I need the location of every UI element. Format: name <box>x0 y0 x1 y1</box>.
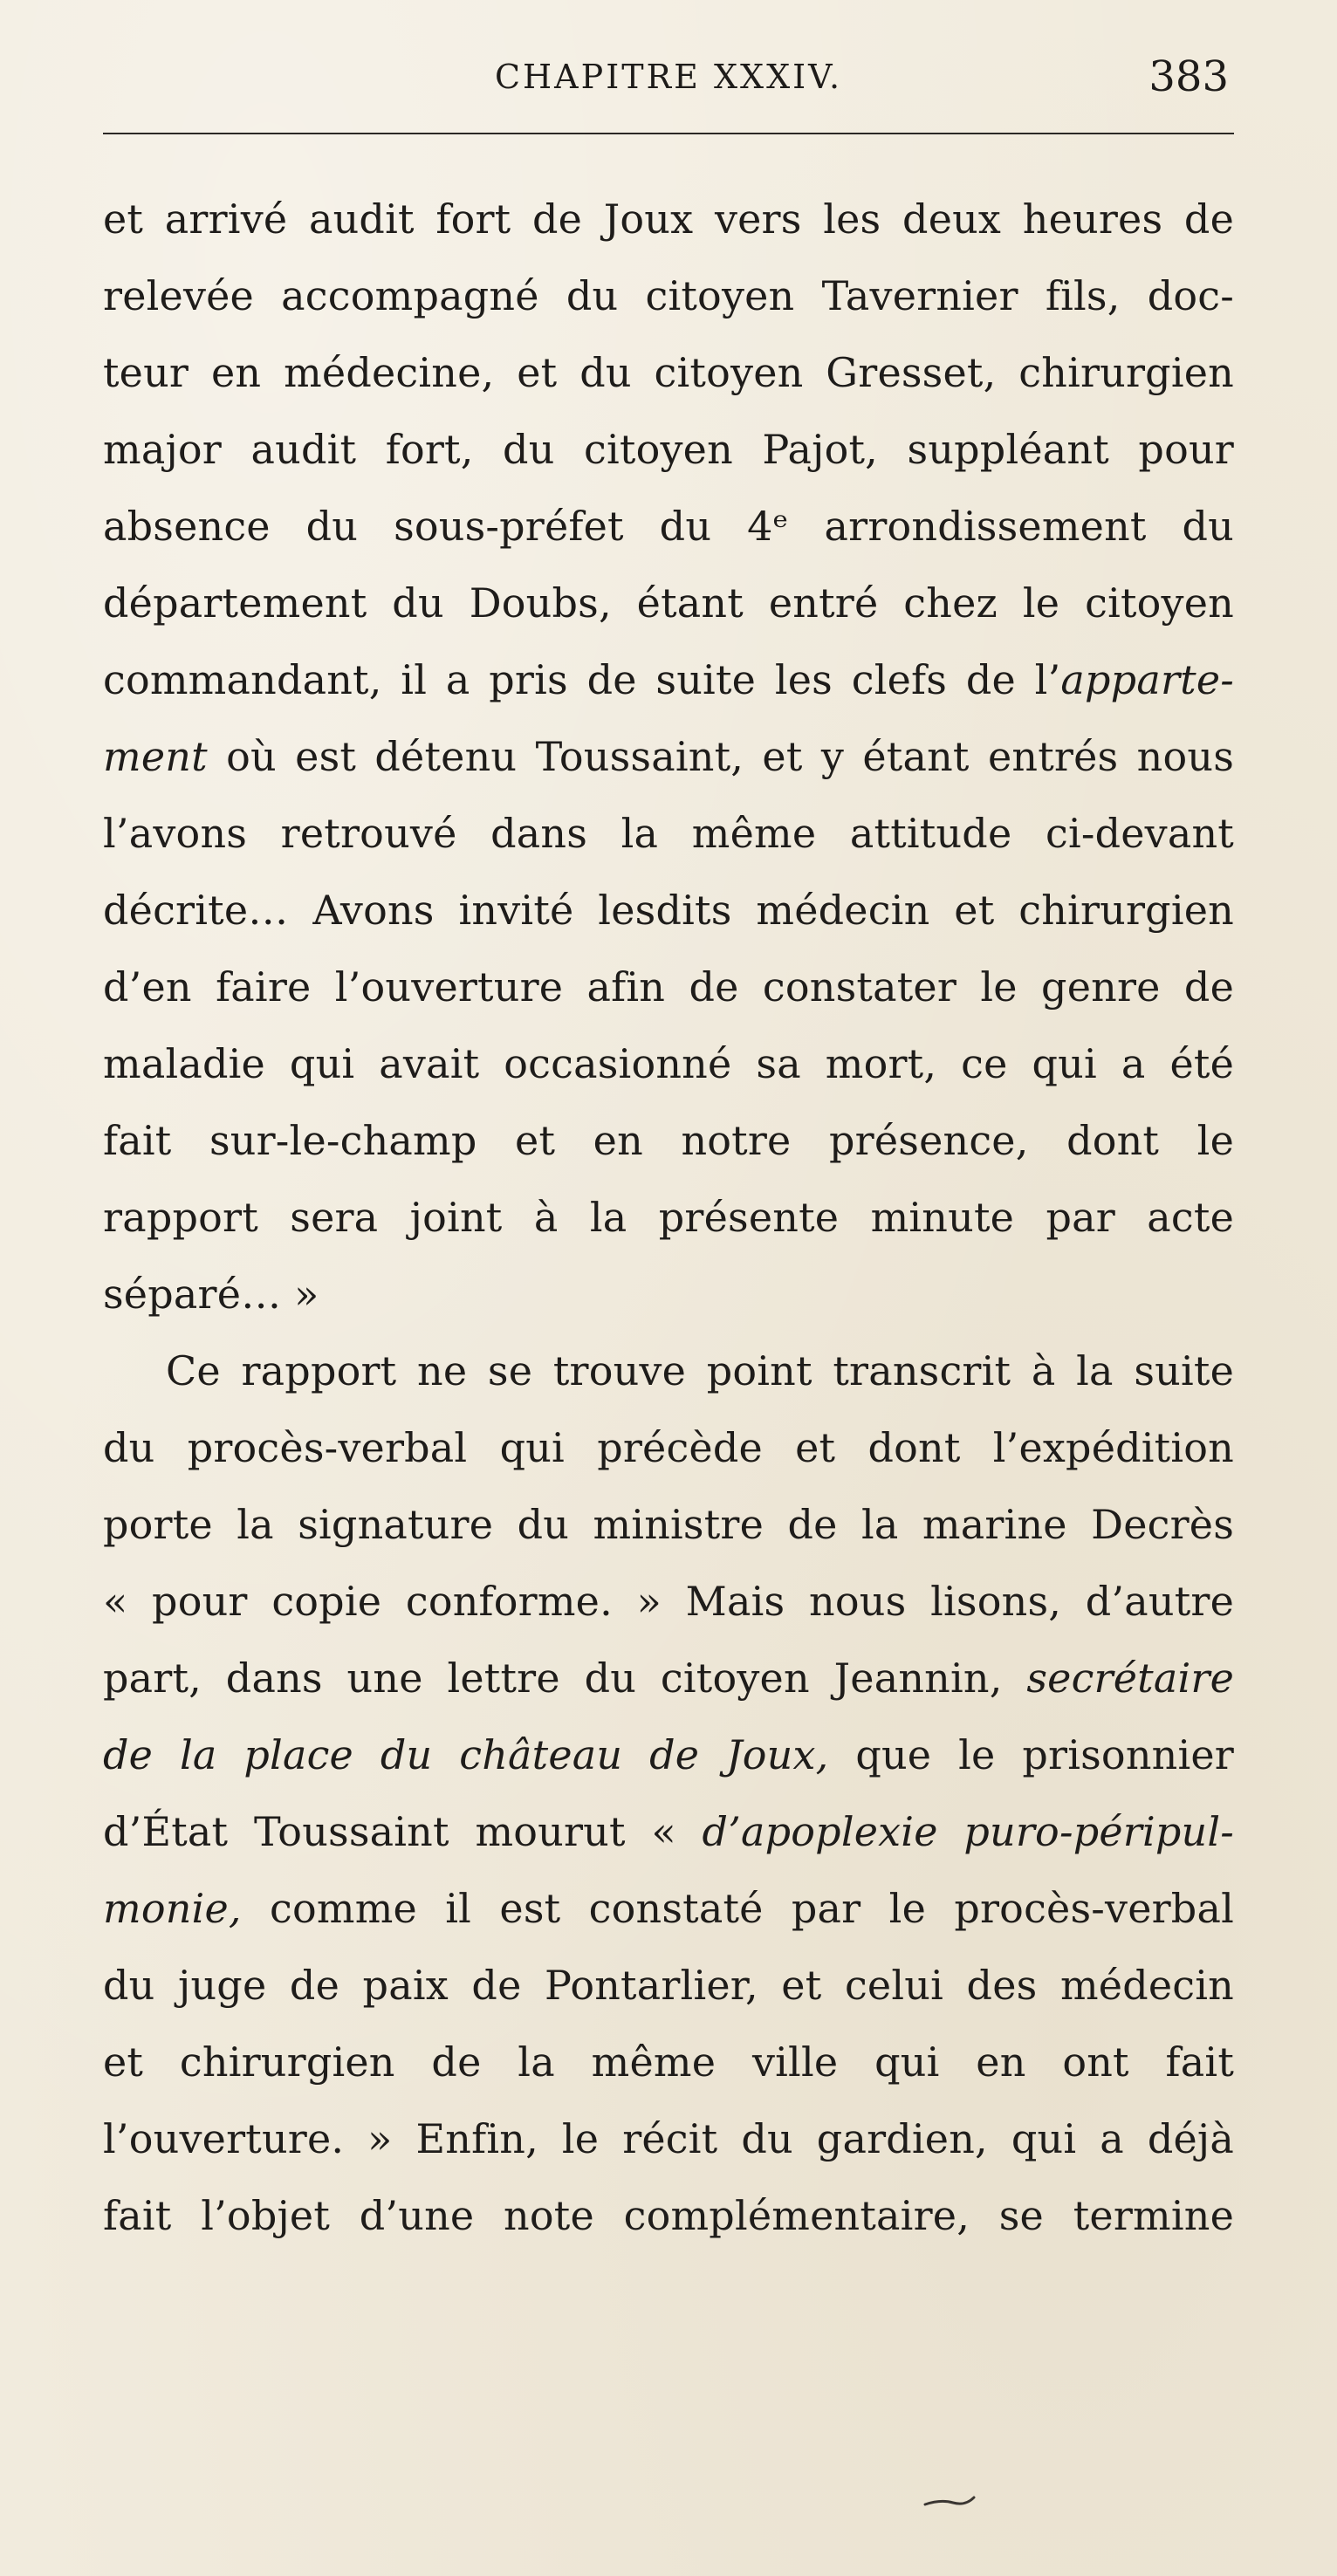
text-segment: et arrivé audit fort de Joux vers les deux heures de <box>103 195 1234 243</box>
text-segment: où est détenu Toussaint, et y étant entrés nous <box>207 733 1234 780</box>
italic-text: d’apoplexie puro-péripul- <box>702 1808 1234 1855</box>
running-title: CHAPITRE XXXIV. <box>494 58 843 96</box>
header-rule <box>103 133 1234 134</box>
text-segment: fait sur-le-champ et en notre présence, dont le <box>103 1117 1234 1164</box>
text-line <box>103 1102 1234 1179</box>
text-segment: Ce rapport ne se trouve point transcrit à la suite <box>166 1347 1234 1394</box>
text-segment: décrite… Avons invité lesdits médecin et chirurgien <box>103 887 1234 934</box>
text-segment: maladie qui avait occasionné sa mort, ce qui a été <box>103 1040 1234 1087</box>
text-line <box>103 565 1234 641</box>
text-segment: l’ouverture. » Enfin, le récit du gardien, qui a déjà <box>103 2115 1234 2162</box>
text-segment: relevée accompagné du citoyen Tavernier fils, doc- <box>103 272 1234 319</box>
text-segment: fait l’objet d’une note complémentaire, se termine <box>103 2192 1234 2239</box>
text-line <box>103 1716 1234 1793</box>
italic-text: secrétaire <box>1026 1655 1234 1702</box>
italic-text: ment <box>103 733 208 780</box>
text-segment: département du Doubs, étant entré chez le citoyen <box>103 579 1234 627</box>
text-line <box>103 488 1234 565</box>
italic-text: de la place du château de Joux, <box>103 1731 829 1778</box>
text-line <box>103 1179 1234 1256</box>
text-line <box>103 1025 1234 1102</box>
italic-text: apparte- <box>1060 656 1234 703</box>
text-line <box>103 257 1234 334</box>
text-line <box>103 334 1234 411</box>
text-segment: du procès-verbal qui précède et dont l’expédition <box>103 1424 1234 1471</box>
page-header <box>103 52 1234 131</box>
text-segment: porte la signature du ministre de la marine Decrès <box>103 1501 1234 1548</box>
text-segment: teur en médecine, et du citoyen Gresset, chirurgien <box>103 349 1234 396</box>
text-segment: l’avons retrouvé dans la même attitude ci-devant <box>103 810 1234 857</box>
text-segment: part, dans une lettre du citoyen Jeannin, <box>103 1655 1027 1702</box>
page-number: 383 <box>1148 52 1229 101</box>
body-text <box>103 181 1234 2254</box>
text-segment: commandant, il a pris de suite les clefs de l’ <box>103 656 1061 703</box>
text-line <box>103 1333 1234 1409</box>
text-segment: absence du sous-préfet du 4ᵉ arrondissement du <box>103 503 1234 550</box>
text-line <box>103 1793 1234 1870</box>
text-segment: « pour copie conforme. » Mais nous lisons, d’autre <box>103 1578 1234 1625</box>
text-line <box>103 949 1234 1025</box>
text-line <box>103 1256 1234 1333</box>
text-line <box>103 2024 1234 2100</box>
text-line <box>103 1640 1234 1716</box>
text-segment: major audit fort, du citoyen Pajot, suppléant pour <box>103 426 1234 473</box>
text-segment: séparé… » <box>103 1271 319 1318</box>
text-line <box>103 411 1234 488</box>
text-segment: rapport sera joint à la présente minute par acte <box>103 1194 1234 1241</box>
text-segment: d’État Toussaint mourut « <box>103 1808 703 1855</box>
text-line <box>103 872 1234 949</box>
text-line <box>103 2100 1234 2177</box>
italic-text: monie, <box>103 1885 242 1932</box>
text-line <box>103 1947 1234 2024</box>
text-line <box>103 1409 1234 1486</box>
ink-mark <box>923 2496 976 2508</box>
text-line <box>103 718 1234 795</box>
text-line <box>103 2177 1234 2254</box>
text-line <box>103 1563 1234 1640</box>
text-segment: du juge de paix de Pontarlier, et celui des médecin <box>103 1962 1234 2009</box>
text-segment: comme il est constaté par le procès-verbal <box>241 1885 1234 1932</box>
text-segment: que le prisonnier <box>828 1731 1234 1778</box>
text-line <box>103 181 1234 257</box>
text-line <box>103 1870 1234 1947</box>
text-segment: d’en faire l’ouverture afin de constater le genre de <box>103 963 1234 1011</box>
text-segment: et chirurgien de la même ville qui en ont fait <box>103 2038 1234 2086</box>
text-line <box>103 641 1234 718</box>
text-line <box>103 795 1234 872</box>
text-line <box>103 1486 1234 1563</box>
